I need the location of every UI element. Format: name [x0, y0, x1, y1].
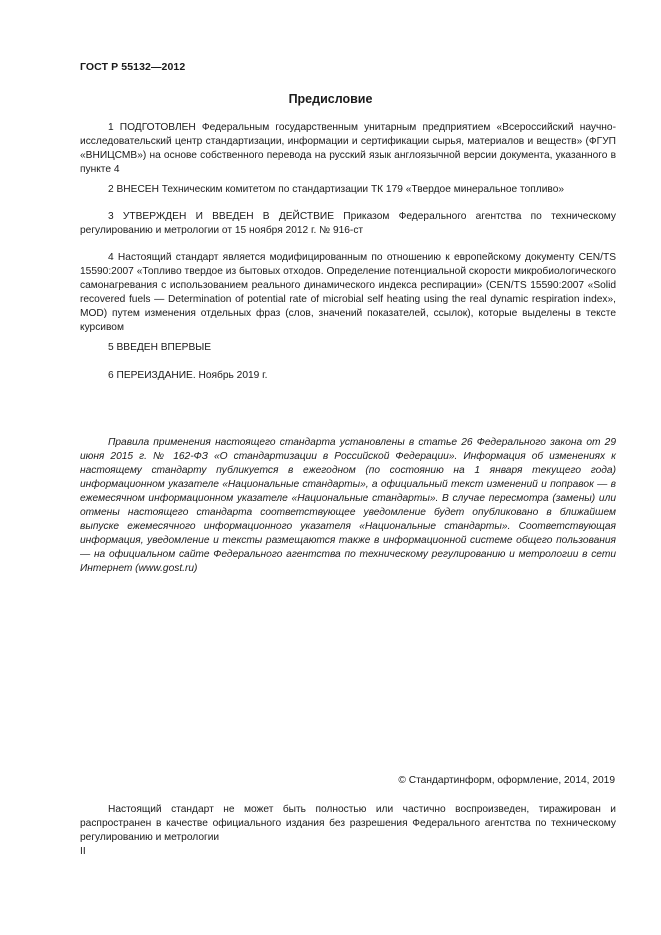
standard-code: ГОСТ Р 55132—2012 — [80, 61, 186, 73]
standard-application-notice: Правила применения настоящего стандарта установлены в статье 26 Федерального закона от 29 июня 2015 г. № 162-ФЗ «О стандартизации в Российской Федерации». Информация об изменениях к настоящему стандарту публикуется в ежегодном (по состоянию на 1 января текущего года) информационном указателе «Национальные стандарты», а официальный текст изменений и поправок — в ежемесячном информационном указателе «Национальные стандарты». В случае пересмотра (замены) или отмены настоящего стандарта соответствующее уведомление будет опубликовано в ближайшем выпуске ежемесячного информационного указателя «Национальные стандарты». Соответствующая информация, уведомление и тексты размещаются также в информационной системе общего пользования — на официальном сайте Федерального агентства по техническому регулированию и метрологии в сети Интернет (www.gost.ru) — [80, 437, 616, 574]
preface-title: Предисловие — [288, 92, 373, 106]
preface-item-6: 6 ПЕРЕИЗДАНИЕ. Ноябрь 2019 г. — [108, 370, 268, 381]
copyright-line: © Стандартинформ, оформление, 2014, 2019 — [398, 775, 615, 786]
preface-item-3: 3 УТВЕРЖДЕН И ВВЕДЕН В ДЕЙСТВИЕ Приказом Федерального агентства по техническому регулированию и метрологии от 15 ноября 2012 г. № 916-ст — [80, 211, 616, 236]
page-number: II — [80, 846, 86, 857]
reproduction-rights-notice: Настоящий стандарт не может быть полностью или частично воспроизведен, тиражирован и распространен в качестве официального издания без разрешения Федерального агентства по техническому регулированию и метрологии — [80, 804, 616, 843]
preface-item-1: 1 ПОДГОТОВЛЕН Федеральным государственным унитарным предприятием «Всероссийский научно-исследовательский центр стандартизации, информации и сертификации сырья, материалов и веществ» (ФГУП «ВНИЦСМВ») на основе собственного перевода на русский язык англоязычной версии документа, указанного в пункте 4 — [80, 122, 616, 175]
preface-item-5: 5 ВВЕДЕН ВПЕРВЫЕ — [108, 342, 212, 353]
preface-item-2: 2 ВНЕСЕН Техническим комитетом по стандартизации ТК 179 «Твердое минеральное топливо» — [108, 184, 565, 195]
preface-item-4: 4 Настоящий стандарт является модифицированным по отношению к европейскому документу CEN/TS 15590:2007 «Топливо твердое из бытовых отходов. Определение потенциальной скорости микробиологического самонагревания с использованием реального динамического индекса респирации» (CEN/TS 15590:2007 «Solid recovered fuels — Determination of potential rate of microbial self heating using the real dynamic respiration index», MOD) путем изменения отдельных фраз (слов, значений показателей, ссылок), которые выделены в тексте курсивом — [80, 252, 616, 333]
